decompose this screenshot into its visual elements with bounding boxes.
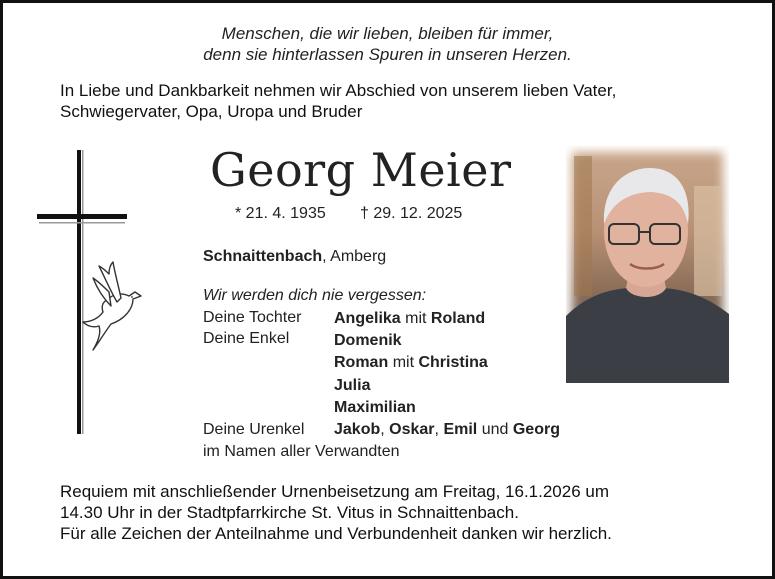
grandchild-2-entry (334, 352, 488, 374)
footer-line-2: 14.30 Uhr in der Stadtpfarrkirche St. Vitus in Schnaittenbach. (60, 503, 519, 522)
great-2: Oskar (389, 421, 435, 438)
portrait-photo (566, 146, 729, 383)
place (203, 248, 386, 266)
birth-date: * 21. 4. 1935 (235, 205, 326, 222)
great-1: Jakob (334, 421, 381, 438)
comma: , (380, 421, 385, 438)
mourners-heading: Wir werden dich nie vergessen: (203, 287, 427, 304)
place-town: Schnaittenbach (203, 248, 323, 265)
memorial-quote (3, 23, 772, 65)
daughter-name: Angelika (334, 310, 401, 327)
deceased-name: Georg Meier (210, 143, 512, 197)
daughter-label: Deine Tochter (203, 309, 302, 326)
grandchild-1: Domenik (334, 332, 402, 349)
intro-line-2: Schwiegervater, Opa, Uropa und Bruder (60, 102, 363, 121)
death-date: † 29. 12. 2025 (360, 205, 463, 222)
intro-line-1: In Liebe und Dankbarkeit nehmen wir Abschied von unserem lieben Vater, (60, 81, 617, 100)
portrait-illustration (566, 146, 729, 383)
great-3: Emil (443, 421, 478, 438)
footer-line-1: Requiem mit anschließender Urnenbeisetzung am Freitag, 16.1.2026 um (60, 482, 610, 501)
daughter-partner: Roland (430, 310, 486, 327)
connector-und: und (481, 421, 509, 438)
quote-line-2: denn sie hinterlassen Spuren in unseren Herzen. (203, 45, 572, 64)
connector-mit: mit (405, 310, 427, 327)
grandchild-4: Maximilian (334, 399, 416, 416)
cross-icon (29, 146, 169, 438)
intro-text (60, 80, 616, 122)
relatives-line: im Namen aller Verwandten (203, 443, 400, 460)
dove-icon (83, 262, 141, 350)
footer-line-3: Für alle Zeichen der Anteilnahme und Verbundenheit danken wir herzlich. (60, 524, 612, 543)
service-info (60, 481, 612, 544)
place-region: , Amberg (322, 248, 387, 265)
daughter-entry (334, 308, 485, 330)
grandchildren-label: Deine Enkel (203, 330, 290, 347)
great-4: Georg (512, 421, 560, 438)
grandchild-3: Julia (334, 377, 371, 394)
great-grandchildren-entry (334, 419, 560, 441)
quote-line-1: Menschen, die wir lieben, bleiben für immer, (221, 24, 554, 43)
great-grandchildren-label: Deine Urenkel (203, 421, 305, 438)
grandchild-2-partner: Christina (418, 354, 488, 371)
connector-mit-2: mit (392, 354, 415, 371)
comma: , (434, 421, 439, 438)
grandchild-2: Roman (334, 354, 389, 371)
